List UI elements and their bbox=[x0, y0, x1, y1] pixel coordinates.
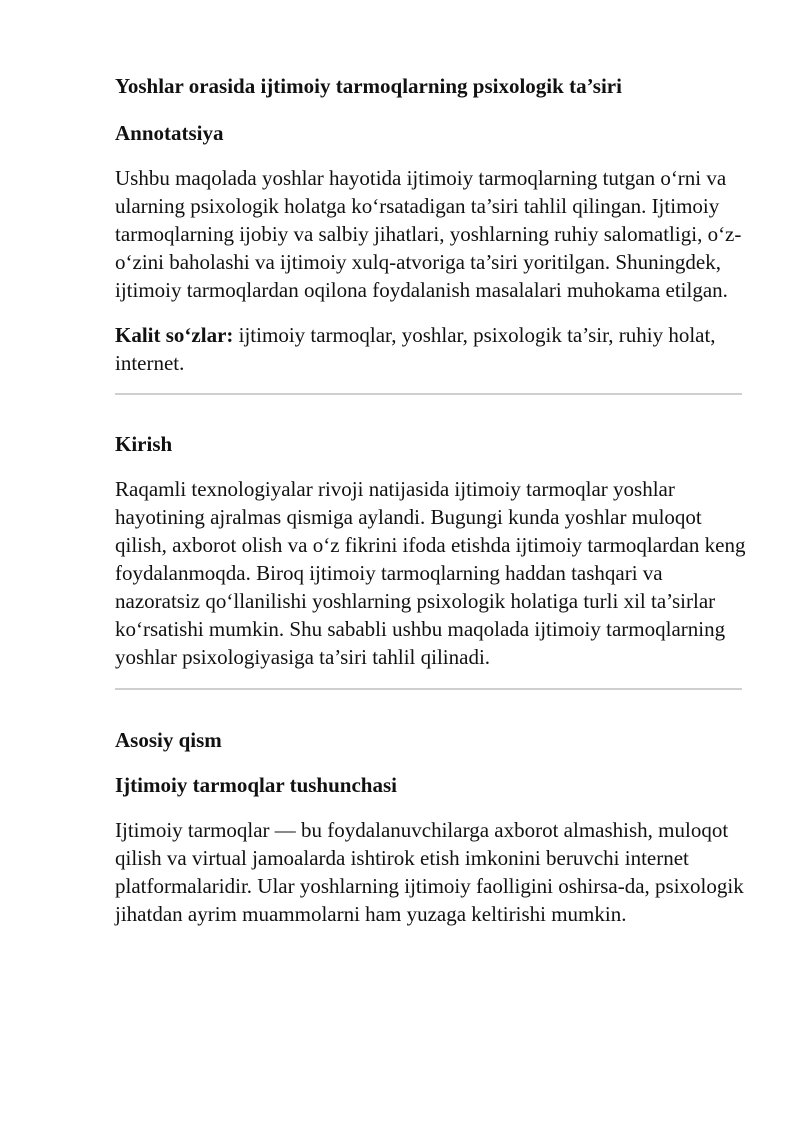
introduction-heading: Kirish bbox=[115, 432, 173, 456]
keywords-label: Kalit so‘zlar: bbox=[115, 323, 234, 347]
keywords-paragraph bbox=[115, 321, 747, 377]
section-divider bbox=[115, 688, 742, 690]
main-part-heading: Asosiy qism bbox=[115, 728, 222, 752]
document-title: Yoshlar orasida ijtimoiy tarmoqlarning psixologik ta’siri bbox=[115, 74, 622, 98]
document-page bbox=[115, 72, 747, 945]
keywords-text: ijtimoiy tarmoqlar, yoshlar, psixologik ta’sir, ruhiy holat, internet. bbox=[115, 323, 716, 375]
main-part-text: Ijtimoiy tarmoqlar — bu foydalanuvchilarga axborot almashish, muloqot qilish va virtual jamoalarda ishtirok etish imkonini beruvchi internet platformalaridir. Ular yoshlarning ijtimoiy faolligini oshirsa-da, psixologik jihatdan ayrim muammolarni ham yuzaga keltirishi mumkin. bbox=[115, 818, 744, 926]
annotation-heading: Annotatsiya bbox=[115, 121, 224, 145]
main-part-subheading: Ijtimoiy tarmoqlar tushunchasi bbox=[115, 773, 397, 797]
annotation-text: Ushbu maqolada yoshlar hayotida ijtimoiy tarmoqlarning tutgan o‘rni va ularning psixologik holatga ko‘rsatadigan ta’siri tahlil qilingan. Ijtimoiy tarmoqlarning ijobiy va salbiy jihatlari, yoshlarning ruhiy salomatligi, o‘z-o‘zini baholashi va ijtimoiy xulq-atvoriga ta’siri yoritilgan. Shuningdek, ijtimoiy tarmoqlardan oqilona foydalanish masalalari muhokama etilgan. bbox=[115, 166, 742, 302]
section-divider bbox=[115, 393, 742, 395]
introduction-text: Raqamli texnologiyalar rivoji natijasida ijtimoiy tarmoqlar yoshlar hayotining ajralmas qismiga aylandi. Bugungi kunda yoshlar muloqot qilish, axborot olish va o‘z fikrini ifoda etishda ijtimoiy tarmoqlardan keng foydalanmoqda. Biroq ijtimoiy tarmoqlarning haddan tashqari va nazoratsiz qo‘llanilishi yoshlarning psixologik holatiga turli xil ta’sirlar ko‘rsatishi mumkin. Shu sababli ushbu maqolada ijtimoiy tarmoqlarning yoshlar psixologiyasiga ta’siri tahlil qilinadi. bbox=[115, 477, 746, 669]
